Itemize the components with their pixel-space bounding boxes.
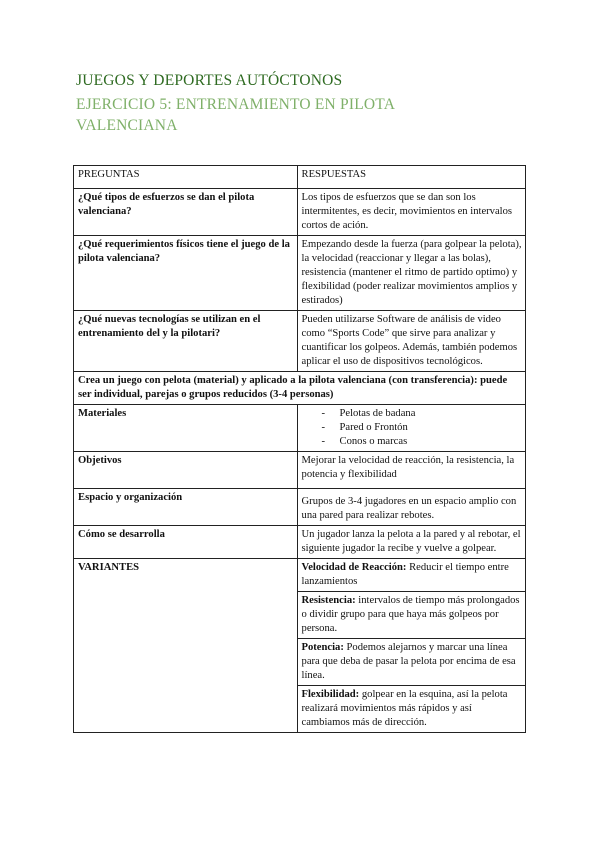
- list-item: - Conos o marcas: [322, 435, 522, 449]
- table-row: [74, 311, 526, 372]
- development-row: [74, 526, 526, 559]
- question-cell: ¿Qué nuevas tecnologías se utilizan en el entrenamiento del y la pilotari?: [74, 311, 298, 372]
- table-row: [74, 236, 526, 311]
- objectives-row: [74, 452, 526, 489]
- task-row: [74, 372, 526, 405]
- list-item: - Pared o Frontón: [322, 421, 522, 435]
- exercise-table: [73, 165, 526, 733]
- materials-list: [302, 407, 522, 449]
- objectives-label: Objetivos: [74, 452, 298, 489]
- variant-row: [74, 559, 526, 592]
- materials-list-cell: [297, 405, 525, 452]
- answer-cell: Empezando desde la fuerza (para golpear la pelota), la velocidad (reaccionar y llegar a las bolas), resistencia (mantener el ritmo de partido optimo) y flexibilidad (poder realizar movimientos amplios y estirados): [297, 236, 525, 311]
- table-header-row: [74, 166, 526, 189]
- space-label: Espacio y organización: [74, 489, 298, 526]
- development-text: Un jugador lanza la pelota a la pared y al rebotar, el siguiente jugador la recibe y vuelve a golpear.: [297, 526, 525, 559]
- table-row: [74, 189, 526, 236]
- variant-cell: [297, 559, 525, 592]
- header-questions: PREGUNTAS: [74, 166, 298, 189]
- development-label: Cómo se desarrolla: [74, 526, 298, 559]
- variant-text: Podemos alejarnos y marcar una línea para que deba de pasar la pelota por encima de esa línea.: [301, 642, 516, 681]
- materials-label: Materiales: [74, 405, 298, 452]
- objectives-text: Mejorar la velocidad de reacción, la resistencia, la potencia y flexibilidad: [297, 452, 525, 489]
- materials-row: [74, 405, 526, 452]
- question-cell: ¿Qué requerimientos físicos tiene el juego de la pilota valenciana?: [74, 236, 298, 311]
- variant-text: golpear en la esquina, así la pelota realizará movimientos más rápidos y así cambiamos más de dirección.: [301, 689, 508, 728]
- variant-title: Potencia:: [301, 642, 344, 653]
- variants-label: VARIANTES: [74, 559, 298, 733]
- document-title: JUEGOS Y DEPORTES AUTÓCTONOS: [76, 72, 343, 89]
- list-item: - Pelotas de badana: [322, 407, 522, 421]
- answer-cell: Pueden utilizarse Software de análisis de video como “Sports Code” que sirve para analizar y cuantificar los golpeos. Además, también podemos aplicar el uso de dispositivos tecnológicos.: [297, 311, 525, 372]
- variant-title: Velocidad de Reacción:: [301, 562, 407, 573]
- variant-cell: [297, 592, 525, 639]
- variant-title: Resistencia:: [301, 595, 356, 606]
- header-answers: RESPUESTAS: [297, 166, 525, 189]
- question-cell: ¿Qué tipos de esfuerzos se dan el pilota valenciana?: [74, 189, 298, 236]
- document-subtitle: EJERCICIO 5: ENTRENAMIENTO EN PILOTA VALENCIANA: [76, 96, 395, 134]
- variant-title: Flexibilidad:: [301, 689, 360, 700]
- variant-cell: [297, 639, 525, 686]
- space-text: Grupos de 3-4 jugadores en un espacio amplio con una pared para realizar rebotes.: [297, 489, 525, 526]
- task-description: Crea un juego con pelota (material) y aplicado a la pilota valenciana (con transferencia): puede ser individual, parejas o grupos reducidos (3-4 personas): [74, 372, 526, 405]
- space-row: [74, 489, 526, 526]
- variant-text: intervalos de tiempo más prolongados o dividir grupo para que haya más golpeos por persona.: [301, 595, 520, 634]
- answer-cell: Los tipos de esfuerzos que se dan son los intermitentes, es decir, movimientos en intervalos cortos de ación.: [297, 189, 525, 236]
- variant-cell: [297, 686, 525, 733]
- variant-text: Reducir el tiempo entre lanzamientos: [301, 562, 509, 587]
